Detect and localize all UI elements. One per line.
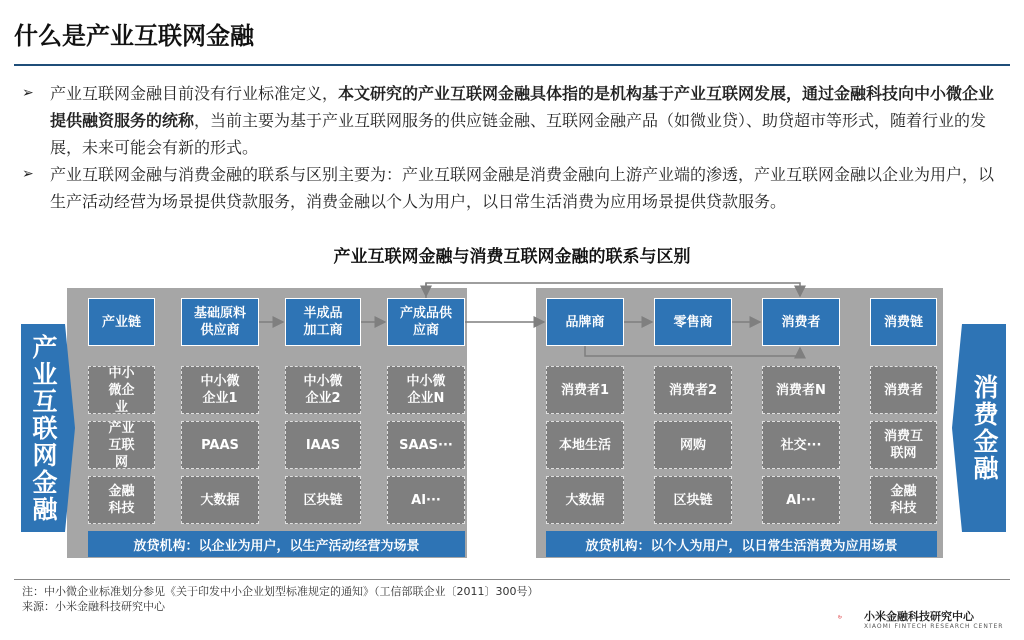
cell-blockchain: 区块链 [654,476,732,524]
cell-industrial-internet: 产业互联网 [88,421,155,469]
lender-bar-industrial: 放贷机构：以企业为用户，以生产活动经营为场景 [88,531,465,557]
footnote-source: 来源：小米金融科技研究中心 [22,600,165,613]
bullet-bold-text: 本文研究的产业互联网金融具体指的是机构基于产业互联网发展，通过金融科技向中小微企业提供融资服务的统称 [50,84,995,130]
cell-ai: AI··· [762,476,840,524]
industrial-finance-label: 产业互联网金融 [21,324,65,532]
cell-consumer-2: 消费者2 [654,366,732,414]
cell-local-life: 本地生活 [546,421,624,469]
cell-consumer-n: 消费者N [762,366,840,414]
bullet-text: ，当前主要为基于产业互联网服务的供应链金融、互联网金融产品（如微业贷）、助贷超市等形式，随着行业的发展，未来可能会有新的形式。 [50,111,987,157]
cell-big-data: 大数据 [546,476,624,524]
cell-smb-n: 中小微企业N [387,366,465,414]
header-brand-owner: 品牌商 [546,298,624,346]
header-semi-product-processor: 半成品加工商 [285,298,361,346]
header-raw-material-supplier: 基础原料供应商 [181,298,259,346]
bullet-text: 产业互联网金融目前没有行业标准定义， [50,84,339,103]
header-consumption-chain: 消费链 [870,298,937,346]
bullet-text: 产业互联网金融与消费金融的联系与区别主要为：产业互联网金融是消费金融向上游产业端的渗透，产业互联网金融以企业为用户，以生产活动经营为场景提供贷款服务，消费金融以个人为用户，以日常生活消费为应用场景提供贷款服务。 [50,165,995,211]
bullet-item [22,80,1007,161]
lender-bar-consumer: 放贷机构：以个人为用户，以日常生活消费为应用场景 [546,531,937,557]
cell-online-shopping: 网购 [654,421,732,469]
cell-smb-2: 中小微企业2 [285,366,361,414]
brand-subtitle: XIAOMI FINTECH RESEARCH CENTER [864,623,1004,630]
brand-logo-icon [838,604,864,630]
arrow-bullet-icon: ➢ [22,166,34,182]
header-industry-chain: 产业链 [88,298,155,346]
cell-consumer-1: 消费者1 [546,366,624,414]
cell-fintech: 金融科技 [88,476,155,524]
cell-saas: SAAS··· [387,421,465,469]
title-divider [14,64,1010,66]
cell-smb: 中小微企业 [88,366,155,414]
header-consumer: 消费者 [762,298,840,346]
diagram-title: 产业互联网金融与消费互联网金融的联系与区别 [333,247,691,267]
cell-smb-1: 中小微企业1 [181,366,259,414]
cell-social: 社交··· [762,421,840,469]
cell-big-data: 大数据 [181,476,259,524]
page-title: 什么是产业互联网金融 [14,22,254,50]
cell-consumer-internet: 消费互联网 [870,421,937,469]
bullet-list [22,80,1007,215]
header-product-supplier: 产成品供应商 [387,298,465,346]
cell-blockchain: 区块链 [285,476,361,524]
side-arrow-icon [952,324,962,532]
footnotes [22,584,539,614]
brand-name: 小米金融科技研究中心 [864,610,974,623]
side-arrow-icon [65,324,75,532]
cell-iaas: IAAS [285,421,361,469]
cell-fintech: 金融科技 [870,476,937,524]
footer-divider [14,579,1010,580]
cell-paas: PAAS [181,421,259,469]
arrow-bullet-icon: ➢ [22,85,34,101]
cell-ai: AI··· [387,476,465,524]
cell-consumer: 消费者 [870,366,937,414]
bullet-item [22,161,1007,215]
footnote-standard: 注：中小微企业标准划分参见《关于印发中小企业划型标准规定的通知》（工信部联企业〔2011〕300号） [22,585,539,598]
header-retailer: 零售商 [654,298,732,346]
consumer-finance-label: 消费金融 [962,324,1006,532]
